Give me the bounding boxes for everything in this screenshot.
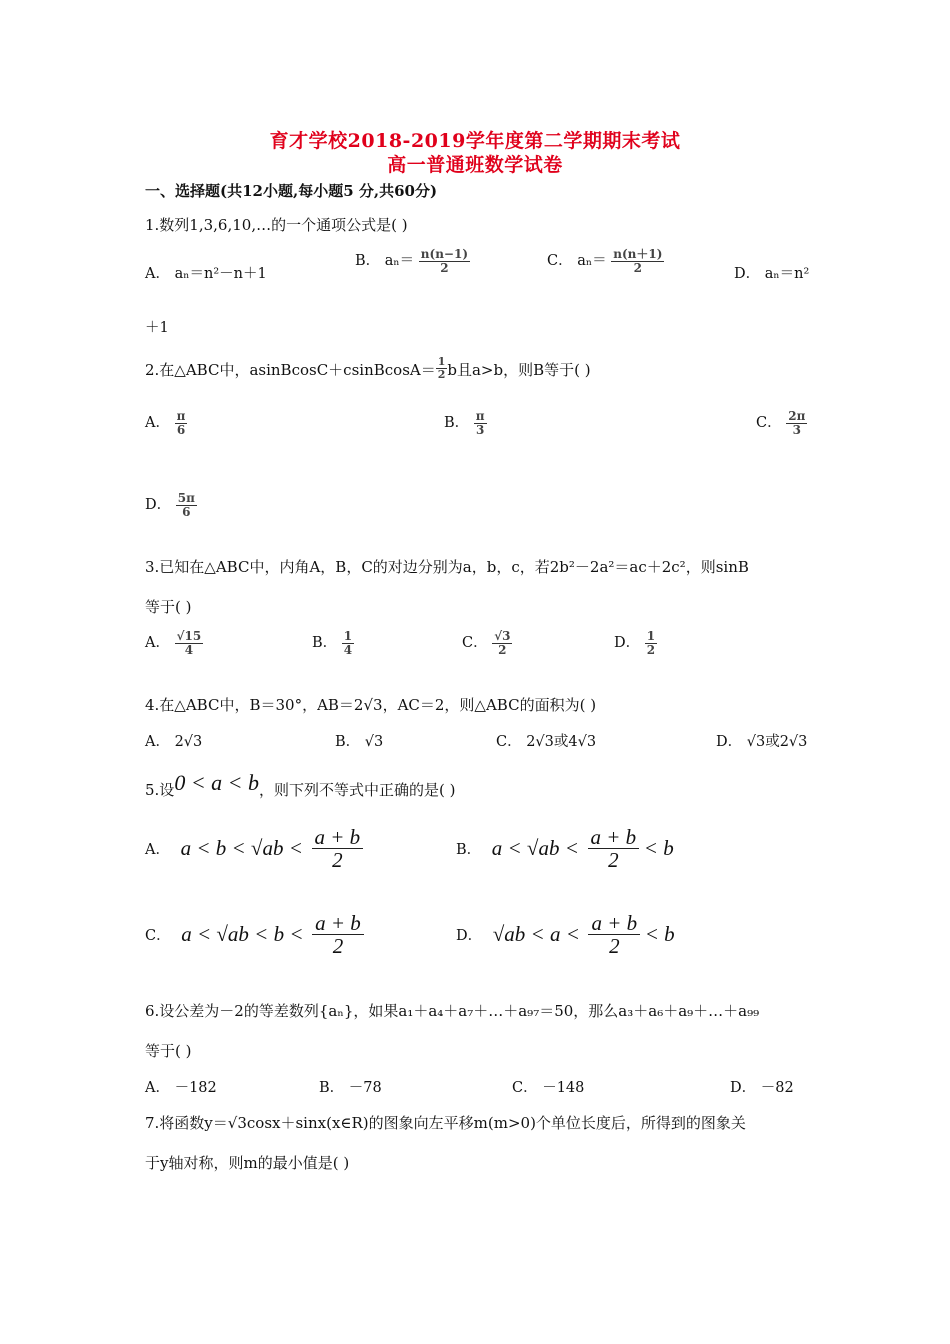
option-label: C．	[145, 928, 171, 945]
stem-part-a: 5.设	[145, 781, 175, 799]
option-math: a < √ab <	[491, 836, 579, 861]
fraction-denominator: 2	[332, 848, 343, 873]
option-fraction	[492, 630, 512, 656]
question-2-stem	[145, 356, 591, 380]
fraction-denominator: 2	[646, 642, 656, 657]
option-label: A．	[145, 635, 170, 652]
question-1-option-c	[547, 248, 664, 274]
fraction-denominator: 2	[440, 260, 449, 275]
exam-subtitle: 高一普通班数学试卷	[387, 154, 563, 176]
option-b-prefix: B． aₙ＝	[355, 253, 415, 270]
fraction-numerator: √15	[176, 629, 202, 643]
option-math: a < √ab < b <	[181, 922, 304, 947]
question-5-option-c	[145, 912, 364, 957]
question-4-option-a: A． 2√3	[145, 734, 203, 750]
option-fraction	[312, 912, 364, 957]
fraction-numerator: 5π	[177, 491, 195, 505]
option-label: B．	[444, 415, 470, 432]
fraction-numerator: n(n−1)	[420, 247, 469, 261]
option-label: A．	[145, 842, 170, 859]
fraction-denominator: 3	[792, 422, 801, 437]
option-label: C．	[756, 415, 782, 432]
question-7-stem-continued: 于y轴对称，则m的最小值是( )	[145, 1154, 350, 1172]
option-fraction	[342, 630, 354, 656]
question-6-option-a: A． －182	[145, 1080, 217, 1096]
option-c-prefix: C． aₙ＝	[547, 253, 607, 270]
fraction-numerator: π	[475, 409, 485, 423]
option-b-fraction	[419, 248, 470, 274]
fraction-numerator: 1	[343, 629, 353, 643]
question-4-option-b: B． √3	[335, 734, 384, 750]
question-1-option-d: D． aₙ＝n²	[734, 266, 810, 282]
fraction-denominator: 2	[633, 260, 642, 275]
option-fraction	[312, 826, 364, 871]
option-label: D．	[614, 635, 641, 652]
option-math: √ab < a <	[492, 922, 580, 947]
option-fraction	[176, 492, 197, 518]
question-2-option-d	[145, 492, 197, 518]
fraction-denominator: 2	[498, 642, 507, 657]
option-label: C．	[462, 635, 488, 652]
exam-title: 育才学校2018-2019学年度第二学期期末考试	[269, 130, 681, 152]
fraction-numerator: 1	[437, 355, 446, 368]
fraction-denominator: 4	[343, 642, 353, 657]
stem-fraction	[436, 356, 448, 380]
stem-part-b: ，则下列不等式中正确的是( )	[259, 781, 456, 799]
option-math: a < b < √ab <	[180, 836, 303, 861]
question-5-stem	[145, 770, 456, 800]
fraction-numerator: n(n＋1)	[613, 247, 663, 261]
stem-part-b: b且a>b，则B等于( )	[447, 361, 591, 380]
section-heading: 一、选择题(共12小题,每小题5 分,共60分)	[145, 182, 438, 200]
question-7-stem: 7.将函数y＝√3cosx＋sinx(x∈R)的图象向左平移m(m>0)个单位长度后，所得到的图象关	[145, 1114, 746, 1132]
option-c-fraction	[611, 248, 664, 274]
question-1-option-b	[355, 248, 470, 274]
fraction-denominator: 2	[332, 934, 344, 959]
fraction-numerator: π	[176, 409, 186, 423]
option-label: B．	[312, 635, 338, 652]
fraction-denominator: 2	[437, 367, 446, 381]
question-1-option-d-continued: ＋1	[145, 320, 169, 336]
fraction-numerator: 1	[646, 629, 656, 643]
stem-part-a: 2.在△ABC中，asinBcosC＋csinBcosA＝	[145, 361, 436, 380]
question-2-option-b	[444, 410, 487, 436]
option-math-tail: < b	[643, 836, 674, 861]
option-fraction	[474, 410, 487, 436]
question-6-stem: 6.设公差为－2的等差数列{aₙ}，如果a₁＋a₄＋a₇＋…＋a₉₇＝50，那么a₃＋a₆＋a₉＋…＋a₉₉	[145, 1002, 760, 1020]
fraction-numerator: 2π	[788, 409, 806, 423]
option-label: D．	[456, 928, 483, 945]
question-5-option-a	[145, 826, 363, 871]
option-label: D．	[145, 497, 172, 514]
fraction-numerator: a + b	[588, 912, 640, 935]
question-6-option-d: D． －82	[730, 1080, 794, 1096]
option-fraction	[175, 630, 204, 656]
option-fraction	[175, 410, 188, 436]
option-label: B．	[456, 842, 482, 859]
question-5-option-b	[456, 826, 674, 871]
question-3-option-d	[614, 630, 657, 656]
stem-math: 0 < a < b	[174, 770, 260, 795]
question-5-option-d	[456, 912, 675, 957]
question-6-option-c: C． －148	[512, 1080, 585, 1096]
fraction-numerator: a + b	[312, 912, 364, 935]
question-1-option-a: A． aₙ＝n²－n＋1	[145, 266, 267, 282]
fraction-numerator: a + b	[588, 826, 640, 849]
fraction-denominator: 2	[609, 934, 620, 959]
option-fraction	[588, 912, 640, 957]
option-math-tail: < b	[644, 922, 675, 947]
option-fraction	[786, 410, 807, 436]
fraction-numerator: a + b	[312, 826, 364, 849]
question-3-option-c	[462, 630, 512, 656]
option-fraction	[588, 826, 640, 871]
question-3-option-b	[312, 630, 354, 656]
fraction-denominator: 2	[608, 848, 619, 873]
fraction-denominator: 3	[475, 422, 485, 437]
question-3-stem-continued: 等于( )	[145, 598, 192, 616]
question-6-stem-continued: 等于( )	[145, 1042, 192, 1060]
option-fraction	[645, 630, 657, 656]
fraction-denominator: 6	[182, 504, 191, 519]
question-4-option-d: D． √3或2√3	[716, 734, 808, 750]
fraction-denominator: 4	[184, 642, 194, 657]
option-label: A．	[145, 415, 170, 432]
question-3-stem: 3.已知在△ABC中，内角A，B，C的对边分别为a，b，c，若2b²－2a²＝ac＋2c²，则sinB	[145, 558, 749, 576]
fraction-denominator: 6	[176, 422, 186, 437]
question-1-stem: 1.数列1,3,6,10,…的一个通项公式是( )	[145, 216, 408, 234]
fraction-numerator: √3	[494, 629, 511, 643]
question-4-stem: 4.在△ABC中，B＝30°，AB＝2√3，AC＝2，则△ABC的面积为( )	[145, 696, 597, 714]
question-2-option-a	[145, 410, 187, 436]
question-4-option-c: C． 2√3或4√3	[496, 734, 597, 750]
question-2-option-c	[756, 410, 807, 436]
question-6-option-b: B． －78	[319, 1080, 382, 1096]
question-3-option-a	[145, 630, 203, 656]
